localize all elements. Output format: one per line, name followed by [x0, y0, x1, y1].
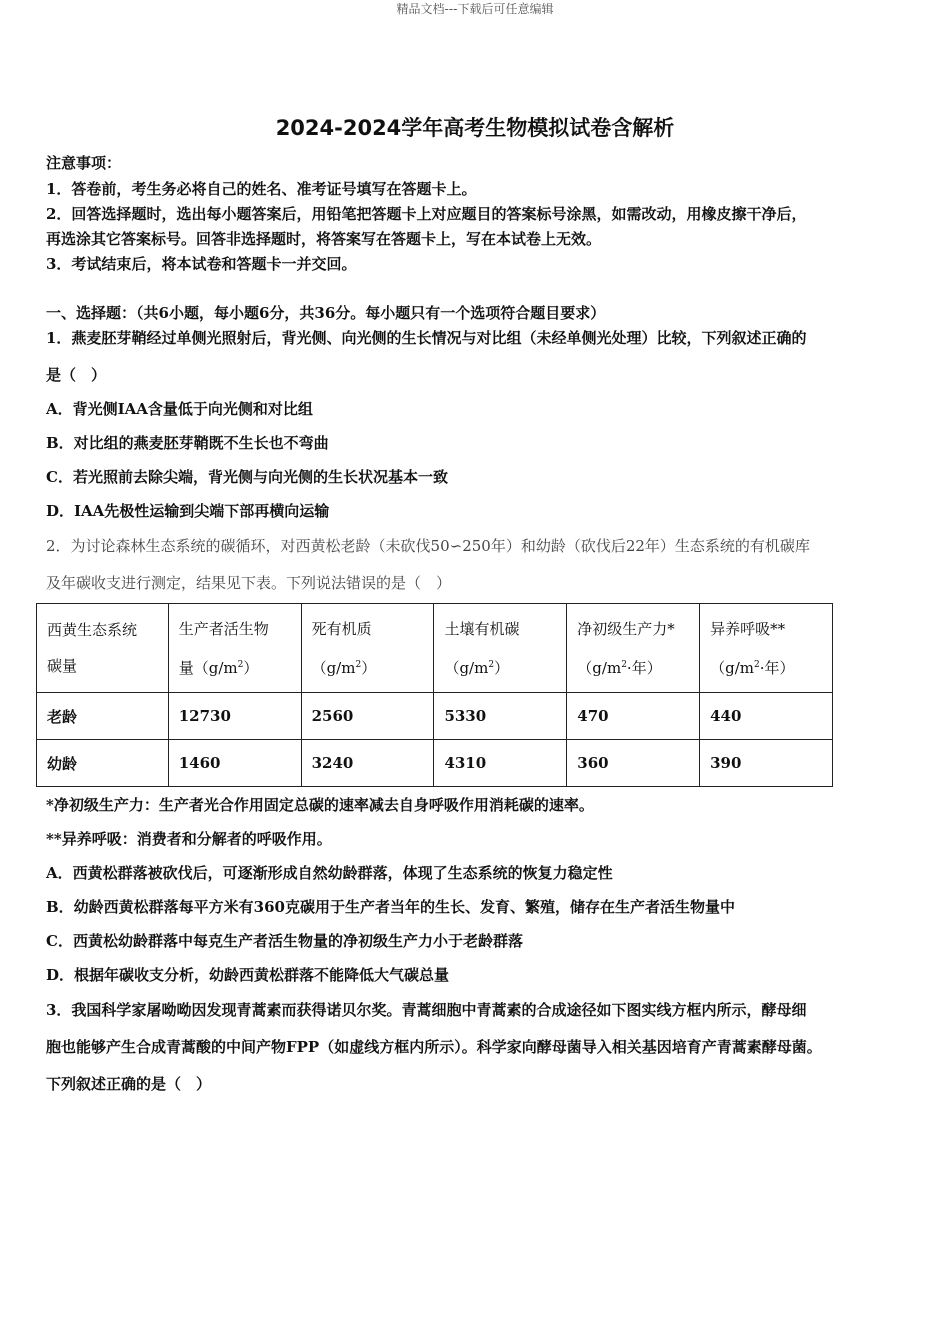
table-cell: 2560 [301, 693, 434, 740]
q2-option-a: A．西黄松群落被砍伐后，可逐渐形成自然幼龄群落，体现了生态系统的恢复力稳定性 [46, 864, 613, 882]
q2-stem-line-2: 及年碳收支进行测定，结果见下表。下列说法错误的是（ ） [46, 574, 452, 592]
table-cell: 老龄 [37, 693, 169, 740]
table-cell: 390 [700, 740, 833, 787]
table-row [37, 693, 833, 740]
notice-item-2-line-1: 2．回答选择题时，选出每小题答案后，用铅笔把答题卡上对应题目的答案标号涂黑，如需改动，用橡皮擦干净后， [46, 205, 807, 223]
q1-stem-line-1: 1．燕麦胚芽鞘经过单侧光照射后，背光侧、向光侧的生长情况与对比组（未经单侧光处理）比较，下列叙述正确的 [46, 329, 807, 347]
notice-item-2-line-2: 再选涂其它答案标号。回答非选择题时，将答案写在答题卡上，写在本试卷上无效。 [46, 230, 602, 248]
q1-option-d: D．IAA先极性运输到尖端下部再横向运输 [46, 502, 330, 520]
table-cell: 3240 [301, 740, 434, 787]
table-cell: 360 [567, 740, 700, 787]
q2-note-1: *净初级生产力：生产者光合作用固定总碳的速率减去自身呼吸作用消耗碳的速率。 [46, 796, 594, 814]
q1-option-b: B．对比组的燕麦胚芽鞘既不生长也不弯曲 [46, 434, 329, 452]
q2-note-2: **异养呼吸：消费者和分解者的呼吸作用。 [46, 830, 332, 848]
notice-item-3: 3．考试结束后，将本试卷和答题卡一并交回。 [46, 255, 357, 273]
table-header-cell: 西黄生态系统 碳量 [37, 604, 169, 693]
q2-option-d: D．根据年碳收支分析，幼龄西黄松群落不能降低大气碳总量 [46, 966, 450, 984]
table-cell: 5330 [434, 693, 567, 740]
table-header-cell: 净初级生产力* （$g/m^2\cdot$年） [567, 604, 700, 693]
table-cell: 幼龄 [37, 740, 169, 787]
table-cell: 12730 [168, 693, 301, 740]
q2-option-b: B．幼龄西黄松群落每平方米有360克碳用于生产者当年的生长、发育、繁殖，储存在生产者活生物量中 [46, 898, 735, 916]
table-row [37, 740, 833, 787]
section-heading: 一、选择题：（共6小题，每小题6分，共36分。每小题只有一个选项符合题目要求） [46, 304, 606, 322]
q3-stem-line-1: 3．我国科学家屠呦呦因发现青蒿素而获得诺贝尔奖。青蒿细胞中青蒿素的合成途径如下图实线方框内所示，酵母细 [46, 1001, 807, 1019]
q1-option-c: C．若光照前去除尖端，背光侧与向光侧的生长状况基本一致 [46, 468, 448, 486]
notice-heading: 注意事项： [46, 154, 122, 172]
page-title: 2024-2024学年高考生物模拟试卷含解析 [275, 116, 675, 140]
table-header-cell: 异养呼吸** （$g/m^2\cdot$年） [700, 604, 833, 693]
q3-stem-line-2: 胞也能够产生合成青蒿酸的中间产物FPP（如虚线方框内所示）。科学家向酵母菌导入相关基因培育产青蒿素酵母菌。 [46, 1038, 822, 1056]
table-cell: 4310 [434, 740, 567, 787]
q2-option-c: C．西黄松幼龄群落中每克生产者活生物量的净初级生产力小于老龄群落 [46, 932, 523, 950]
q2-stem-line-1: 2．为讨论森林生态系统的碳循环，对西黄松老龄（未砍伐50∽250年）和幼龄（砍伐后22年）生态系统的有机碳库 [46, 537, 810, 555]
table-header-cell: 土壤有机碳 $(g/m^2)$ [434, 604, 567, 693]
table-header-cell: 死有机质 $(g/m^2)$ [301, 604, 434, 693]
table-cell: 470 [567, 693, 700, 740]
table-header-cell: 生产者活生物 量$(g/m^2)$ [168, 604, 301, 693]
notice-item-1: 1．答卷前，考生务必将自己的姓名、准考证号填写在答题卡上。 [46, 180, 477, 198]
table-cell: 1460 [168, 740, 301, 787]
carbon-data-table [36, 603, 833, 787]
watermark-text: 精品文档---下载后可任意编辑 [396, 2, 554, 16]
q3-stem-line-3: 下列叙述正确的是（ ） [46, 1075, 212, 1093]
table-cell: 440 [700, 693, 833, 740]
table-header-row [37, 604, 833, 693]
q1-stem-line-2: 是（ ） [46, 366, 107, 384]
q1-option-a: A．背光侧IAA含量低于向光侧和对比组 [46, 400, 313, 418]
